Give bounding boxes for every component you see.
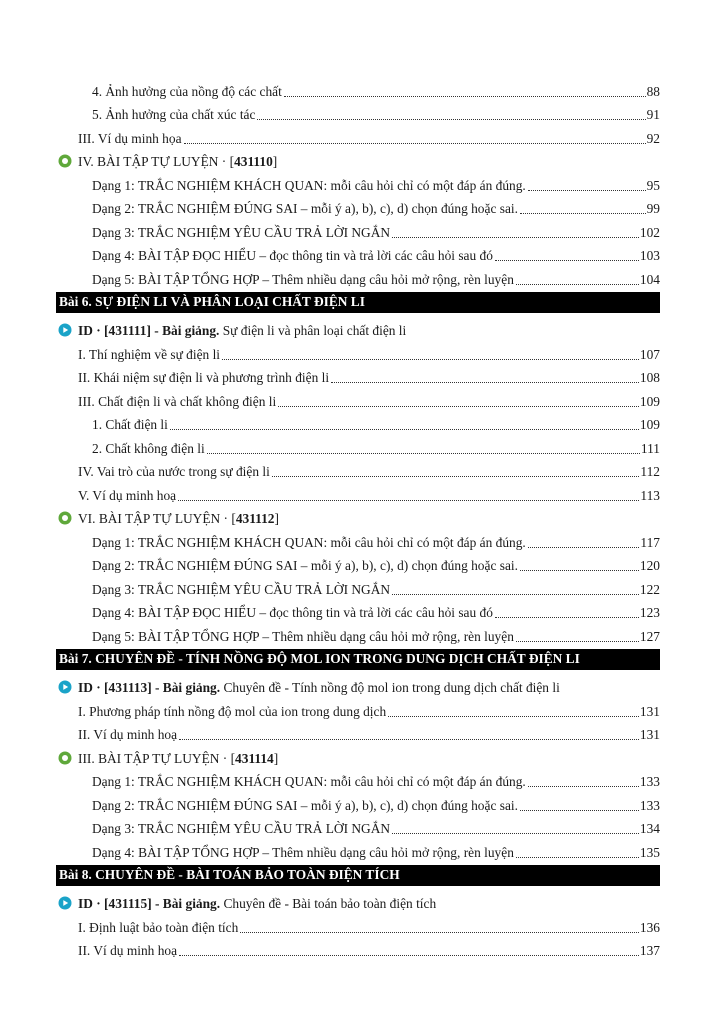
exercise-code: 431110: [234, 154, 273, 169]
dot-leader: [184, 143, 646, 144]
lecture-heading[interactable]: [56, 889, 660, 913]
toc-page-number: 133: [639, 797, 660, 813]
toc-entry-title: II. Ví dụ minh hoạ: [78, 943, 178, 958]
toc-entry[interactable]: [56, 551, 660, 575]
dot-leader: [528, 190, 646, 191]
toc-entry-title: Dạng 2: TRẮC NGHIỆM ĐÚNG SAI – mỗi ý a), b), c), d) chọn đúng hoặc sai.: [92, 797, 518, 813]
toc-entry-title: IV. Vai trò của nước trong sự điện li: [78, 464, 270, 479]
dot-leader: [179, 739, 639, 740]
exercise-title: IV. BÀI TẬP TỰ LUYỆN · [: [78, 154, 235, 169]
lecture-id: ID · [431111] - Bài giảng.: [78, 323, 220, 338]
toc-page-number: 131: [639, 727, 660, 742]
play-circle-icon: [58, 896, 72, 910]
toc-entry-title: Dạng 2: TRẮC NGHIỆM ĐÚNG SAI – mỗi ý a), b), c), d) chọn đúng hoặc sai.: [92, 201, 518, 216]
lecture-heading[interactable]: [56, 316, 660, 340]
green-ring-icon: [58, 154, 72, 168]
toc-entry[interactable]: [56, 386, 660, 410]
toc-entry[interactable]: [56, 457, 660, 481]
lecture-title: Chuyên đề - Bài toán bảo toàn điện tích: [220, 896, 437, 911]
dot-leader: [528, 547, 640, 548]
dot-leader: [392, 833, 639, 834]
dot-leader: [284, 96, 646, 97]
toc-page-number: 95: [646, 177, 660, 193]
toc-entry[interactable]: [56, 339, 660, 363]
lesson-heading: [56, 292, 660, 313]
dot-leader: [495, 260, 639, 261]
toc-entry-title: II. Ví dụ minh hoạ: [78, 727, 178, 742]
dot-leader: [520, 213, 646, 214]
dot-leader: [516, 857, 639, 858]
play-circle-icon: [58, 323, 72, 337]
toc-entry[interactable]: [56, 912, 660, 936]
toc-page-number: 88: [646, 83, 660, 99]
toc-entry[interactable]: [56, 264, 660, 288]
green-ring-icon: [58, 751, 72, 765]
toc-entry-title: Dạng 4: BÀI TẬP ĐỌC HIỂU – đọc thông tin và trả lời các câu hỏi sau đó: [92, 605, 493, 620]
toc-entry[interactable]: [56, 574, 660, 598]
toc-page-number: 92: [646, 130, 660, 146]
dot-leader: [170, 429, 639, 430]
toc-page-number: 102: [639, 224, 660, 240]
toc-entry-title: III. Chất điện li và chất không điện li: [78, 393, 277, 409]
toc-page-number: 127: [639, 628, 660, 644]
toc-entry[interactable]: [56, 76, 660, 100]
dot-leader: [392, 237, 639, 238]
toc-page-number: 109: [639, 417, 660, 432]
toc-entry[interactable]: [56, 217, 660, 241]
dot-leader: [516, 284, 639, 285]
toc-page-number: 123: [639, 605, 660, 620]
exercise-title: VI. BÀI TẬP TỰ LUYỆN · [: [78, 511, 236, 526]
toc-page-number: 131: [639, 703, 660, 719]
toc-entry-title: 5. Ảnh hưởng của chất xúc tác: [92, 107, 256, 122]
dot-leader: [222, 359, 639, 360]
toc-page-number: 134: [639, 821, 660, 836]
toc-entry[interactable]: [56, 480, 660, 504]
toc-page-number: 112: [640, 464, 660, 479]
toc-entry[interactable]: [56, 170, 660, 194]
toc-entry-title: II. Khái niệm sự điện li và phương trình điện li: [78, 370, 330, 385]
dot-leader: [257, 119, 645, 120]
exercise-heading[interactable]: [56, 147, 660, 171]
toc-entry[interactable]: [56, 696, 660, 720]
lesson-title: Bài 7. CHUYÊN ĐỀ - TÍNH NỒNG ĐỘ MOL ION TRONG DUNG DỊCH CHẤT ĐIỆN LI: [59, 651, 580, 666]
toc-entry-title: Dạng 3: TRẮC NGHIỆM YÊU CẦU TRẢ LỜI NGẮN: [92, 821, 391, 836]
dot-leader: [388, 716, 639, 717]
toc-entry[interactable]: [56, 720, 660, 744]
green-ring-icon: [58, 511, 72, 525]
toc-page-number: 108: [639, 370, 660, 385]
toc-entry-title: Dạng 3: TRẮC NGHIỆM YÊU CẦU TRẢ LỜI NGẮN: [92, 581, 391, 597]
toc-entry[interactable]: [56, 241, 660, 265]
toc-entry[interactable]: [56, 123, 660, 147]
exercise-heading[interactable]: [56, 504, 660, 528]
toc-entry[interactable]: [56, 790, 660, 814]
lesson-title: Bài 6. SỰ ĐIỆN LI VÀ PHÂN LOẠI CHẤT ĐIỆN LI: [59, 294, 365, 309]
toc-entry-title: Dạng 4: BÀI TẬP TỔNG HỢP – Thêm nhiều dạng câu hỏi mở rộng, rèn luyện: [92, 844, 514, 860]
exercise-title: III. BÀI TẬP TỰ LUYỆN · [: [78, 750, 236, 766]
dot-leader: [520, 810, 639, 811]
dot-leader: [207, 453, 640, 454]
toc-entry-title: I. Thí nghiệm về sự điện li: [78, 346, 221, 362]
dot-leader: [272, 476, 640, 477]
toc-page-number: 111: [640, 440, 660, 456]
play-circle-icon: [58, 680, 72, 694]
lesson-title: Bài 8. CHUYÊN ĐỀ - BÀI TOÁN BẢO TOÀN ĐIỆN TÍCH: [59, 867, 400, 882]
toc-entry-title: 2. Chất không điện li: [92, 440, 205, 456]
dot-leader: [520, 570, 639, 571]
toc-page-number: 120: [639, 558, 660, 573]
toc-page-number: 117: [640, 534, 660, 550]
dot-leader: [178, 500, 639, 501]
toc-entry-title: Dạng 5: BÀI TẬP TỔNG HỢP – Thêm nhiều dạng câu hỏi mở rộng, rèn luyện: [92, 628, 514, 644]
toc-entry[interactable]: [56, 433, 660, 457]
toc-page-number: 99: [646, 201, 660, 216]
lesson-heading: [56, 649, 660, 670]
toc-entry[interactable]: [56, 100, 660, 124]
toc-entry-title: 4. Ảnh hưởng của nồng độ các chất: [92, 83, 282, 99]
toc-page-number: 136: [639, 919, 660, 935]
dot-leader: [278, 406, 639, 407]
toc-entry-title: Dạng 3: TRẮC NGHIỆM YÊU CẦU TRẢ LỜI NGẮN: [92, 224, 391, 240]
lesson-heading: [56, 865, 660, 886]
dot-leader: [392, 594, 639, 595]
toc-page-number: 133: [639, 774, 660, 789]
toc-entry[interactable]: [56, 194, 660, 218]
toc-entry-title: III. Ví dụ minh họa: [78, 130, 182, 146]
toc-page-number: 113: [640, 487, 660, 503]
toc-page-number: 137: [639, 943, 660, 958]
exercise-title-end: ]: [274, 511, 279, 526]
toc-entry[interactable]: [56, 363, 660, 387]
exercise-code: 431114: [235, 750, 274, 766]
toc-page-number: 107: [639, 346, 660, 362]
dot-leader: [516, 641, 639, 642]
exercise-title-end: ]: [273, 750, 279, 766]
exercise-heading[interactable]: [56, 743, 660, 767]
dot-leader: [528, 786, 639, 787]
lecture-title: Sự điện li và phân loại chất điện li: [219, 323, 407, 338]
toc-entry-title: Dạng 1: TRẮC NGHIỆM KHÁCH QUAN: mỗi câu hỏi chỉ có một đáp án đúng.: [92, 534, 526, 550]
lecture-id: ID · [431113] - Bài giảng.: [78, 680, 221, 695]
exercise-title-end: ]: [272, 154, 278, 169]
toc-entry-title: Dạng 4: BÀI TẬP ĐỌC HIỂU – đọc thông tin và trả lời các câu hỏi sau đó: [92, 248, 493, 263]
toc-entry[interactable]: [56, 814, 660, 838]
toc-page-number: 109: [639, 393, 660, 409]
toc-entry-title: Dạng 2: TRẮC NGHIỆM ĐÚNG SAI – mỗi ý a), b), c), d) chọn đúng hoặc sai.: [92, 558, 518, 573]
toc-entry[interactable]: [56, 598, 660, 622]
toc-entry-title: Dạng 5: BÀI TẬP TỔNG HỢP – Thêm nhiều dạng câu hỏi mở rộng, rèn luyện: [92, 271, 514, 287]
dot-leader: [179, 955, 639, 956]
toc-entry-title: Dạng 1: TRẮC NGHIỆM KHÁCH QUAN: mỗi câu hỏi chỉ có một đáp án đúng.: [92, 177, 526, 193]
toc-page-number: 104: [639, 271, 660, 287]
toc-page-number: 103: [639, 248, 660, 263]
toc-page-number: 91: [646, 107, 660, 122]
toc-entry-title: Dạng 1: TRẮC NGHIỆM KHÁCH QUAN: mỗi câu hỏi chỉ có một đáp án đúng.: [92, 774, 526, 789]
table-of-contents: [56, 76, 660, 959]
toc-page-number: 135: [639, 844, 660, 860]
toc-entry[interactable]: [56, 837, 660, 861]
dot-leader: [331, 382, 639, 383]
toc-entry[interactable]: [56, 621, 660, 645]
toc-entry-title: 1. Chất điện li: [92, 417, 168, 432]
toc-entry-title: V. Ví dụ minh hoạ: [78, 487, 177, 503]
dot-leader: [240, 932, 639, 933]
toc-entry-title: I. Phương pháp tính nồng độ mol của ion trong dung dịch: [78, 703, 387, 719]
lecture-id: ID · [431115] - Bài giảng.: [78, 896, 221, 911]
toc-entry[interactable]: [56, 936, 660, 960]
exercise-code: 431112: [235, 511, 275, 526]
lecture-heading[interactable]: [56, 673, 660, 697]
toc-entry[interactable]: [56, 527, 660, 551]
toc-entry[interactable]: [56, 410, 660, 434]
lecture-title: Chuyên đề - Tính nồng độ mol ion trong dung dịch chất điện li: [220, 680, 560, 695]
dot-leader: [495, 617, 639, 618]
toc-entry[interactable]: [56, 767, 660, 791]
toc-page-number: 122: [639, 581, 660, 597]
toc-entry-title: I. Định luật bảo toàn điện tích: [78, 919, 239, 935]
